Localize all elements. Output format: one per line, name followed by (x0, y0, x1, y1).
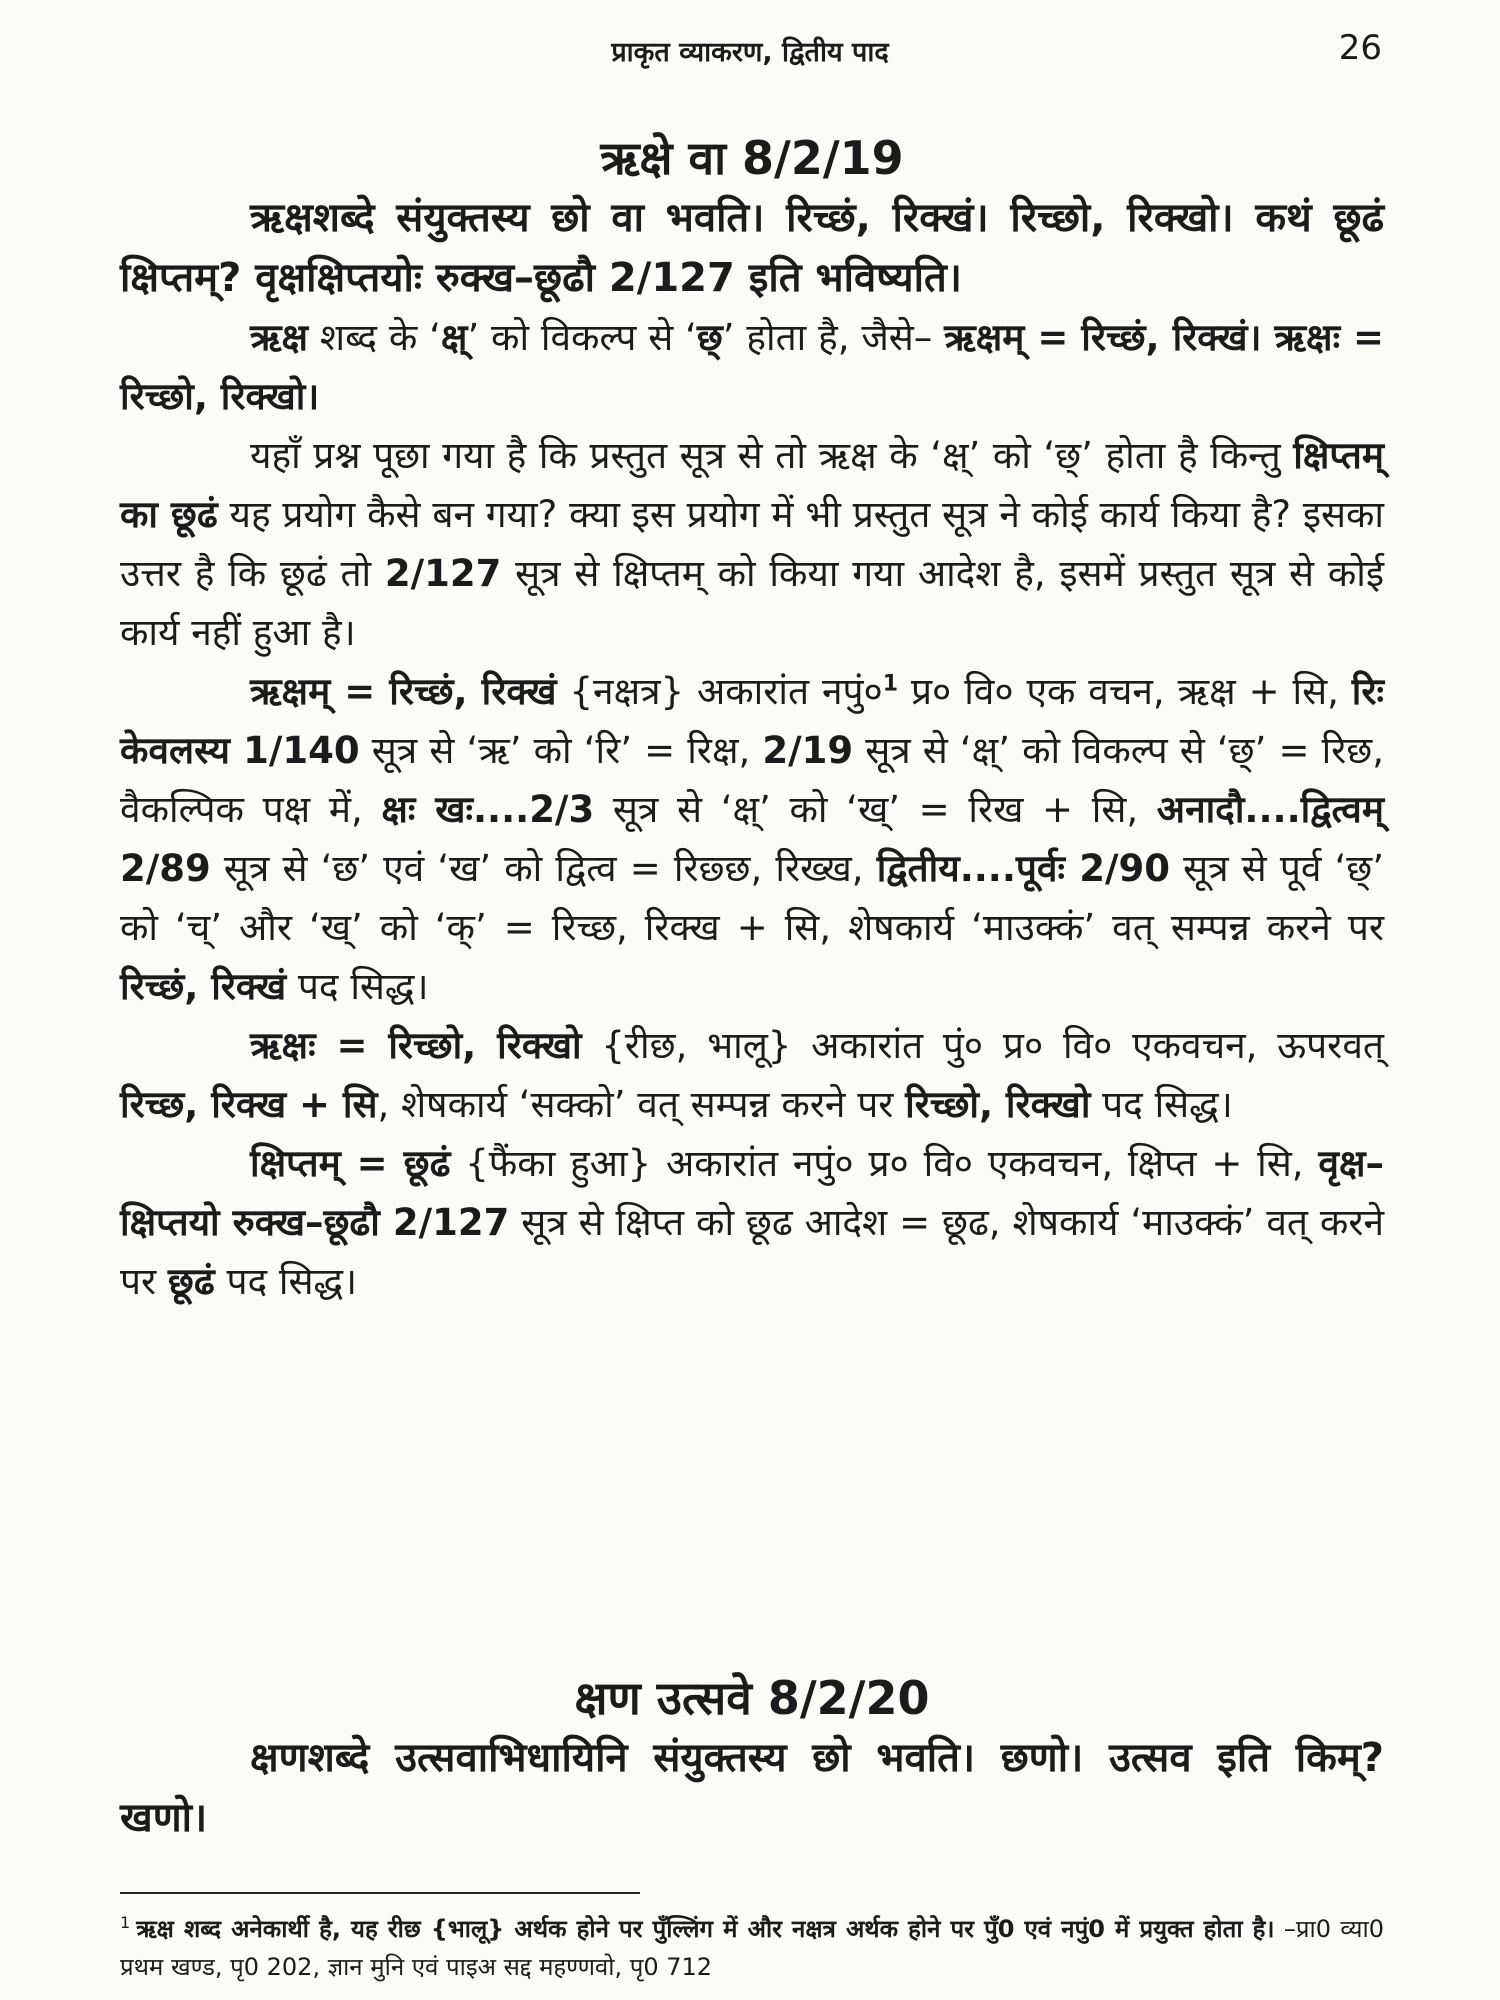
footnote-source: –प्रा0 व्या0 प्रथम खण्ड, पृ0 202, ज्ञान मुनि एवं पाइअ सद्द महण्णवो, पृ0 712 (120, 1915, 1384, 1981)
section-sutra-8-2-20 (120, 1668, 1384, 1848)
question-answer-paragraph: यहाँ प्रश्न पूछा गया है कि प्रस्तुत सूत्र से तो ऋक्ष के ‘क्ष्’ को ‘छ्’ होता है किन्तु क्षिप्तम् का छूढं यह प्रयोग कैसे बन गया? क्या इस प्रयोग में भी प्रस्तुत सूत्र ने कोई कार्य किया है? इसका उत्तर है कि छूढं तो 2/127 सूत्र से क्षिप्तम् को किया गया आदेश है, इसमें प्रस्तुत सूत्र से कोई कार्य नहीं हुआ है। (120, 434, 1384, 654)
derivation-chhudham: क्षिप्तम् = छूढं {फैंका हुआ} अकारांत नपुं० प्र० वि० एकवचन, क्षिप्त + सि, वृक्ष–क्षिप्तयो रुक्ख–छूढौ 2/127 सूत्र से क्षिप्त को छूढ आदेश = छूढ, शेषकार्य ‘माउक्कं’ वत् करने पर छूढं पद सिद्ध। (120, 1142, 1384, 1303)
running-title: प्राकृत व्याकरण, द्वितीय पाद (611, 37, 889, 68)
page-number: 26 (1338, 28, 1382, 68)
hindi-explanation: ऋक्ष शब्द के ‘क्ष्’ को विकल्प से ‘छ्’ होता है, जैसे– ऋक्षम् = रिच्छं, रिक्खं। ऋक्षः = रिच्छो, रिक्खो। (120, 316, 1385, 418)
term: ऋक्ष (250, 316, 309, 359)
sanskrit-vritti: ऋक्षशब्दे संयुक्तस्य छो वा भवति। रिच्छं, रिक्खं। रिच्छो, रिक्खो। कथं छूढं क्षिप्तम्? वृक्षक्षिप्तयोः रुक्ख–छूढौ 2/127 इति भविष्यति। (120, 195, 1384, 301)
derivation-rikkham: ऋक्षम् = रिच्छं, रिक्खं {नक्षत्र} अकारांत नपुं०$^1$ प्र० वि० एक वचन, ऋक्ष + सि, रिः केवलस्य 1/140 सूत्र से ‘ऋ’ को ‘रि’ = रिक्ष, 2/19 सूत्र से ‘क्ष्’ को विकल्प से ‘छ्’ = रिछ, वैकल्पिक पक्ष में, क्षः खः....2/3 सूत्र से ‘क्ष्’ को ‘ख्’ = रिख + सि, अनादौ....द्वित्वम् 2/89 सूत्र से ‘छ’ एवं ‘ख’ को द्वित्व = रिछ्छ, रिख्ख, द्वितीय....पूर्वः 2/90 सूत्र से पूर्व ‘छ्’ को ‘च्’ और ‘ख्’ को ‘क्’ = रिच्छ, रिक्ख + सि, शेषकार्य ‘माउक्कं’ वत् सम्पन्न करने पर रिच्छं, रिक्खं पद सिद्ध। (120, 670, 1384, 1008)
examples: ऋक्षम् = रिच्छं, रिक्खं। ऋक्षः = रिच्छो, रिक्खो। (120, 316, 1385, 418)
sanskrit-vritti: क्षणशब्दे उत्सवाभिधायिनि संयुक्तस्य छो भवति। छणो। उत्सव इति किम्? खणो। (120, 1735, 1384, 1841)
running-header (0, 28, 1500, 78)
derivation-rikkho: ऋक्षः = रिच्छो, रिक्खो {रीछ, भालू} अकारांत पुं० प्र० वि० एकवचन, ऊपरवत् रिच्छ, रिक्ख + सि, शेषकार्य ‘सक्को’ वत् सम्पन्न करने पर रिच्छो, रिक्खो पद सिद्ध। (120, 1024, 1384, 1126)
footnote-reference: 1 (882, 671, 899, 697)
sutra-heading: क्षण उत्सवे 8/2/20 (574, 1671, 930, 1725)
section-sutra-8-2-19 (120, 128, 1384, 1311)
footnote-mark: 1 (120, 1913, 131, 1932)
footnote (120, 1904, 1384, 1986)
footnote-divider (120, 1892, 640, 1894)
footnote-main-text: ऋक्ष शब्द अनेकार्थी है, यह रीछ {भालू} अर्थक होने पर पुँल्लिंग में और नक्षत्र अर्थक होने पर पुँ0 एवं नपुं0 में प्रयुक्त होता है। (136, 1915, 1275, 1943)
sutra-heading: ऋक्षे वा 8/2/19 (600, 131, 904, 185)
